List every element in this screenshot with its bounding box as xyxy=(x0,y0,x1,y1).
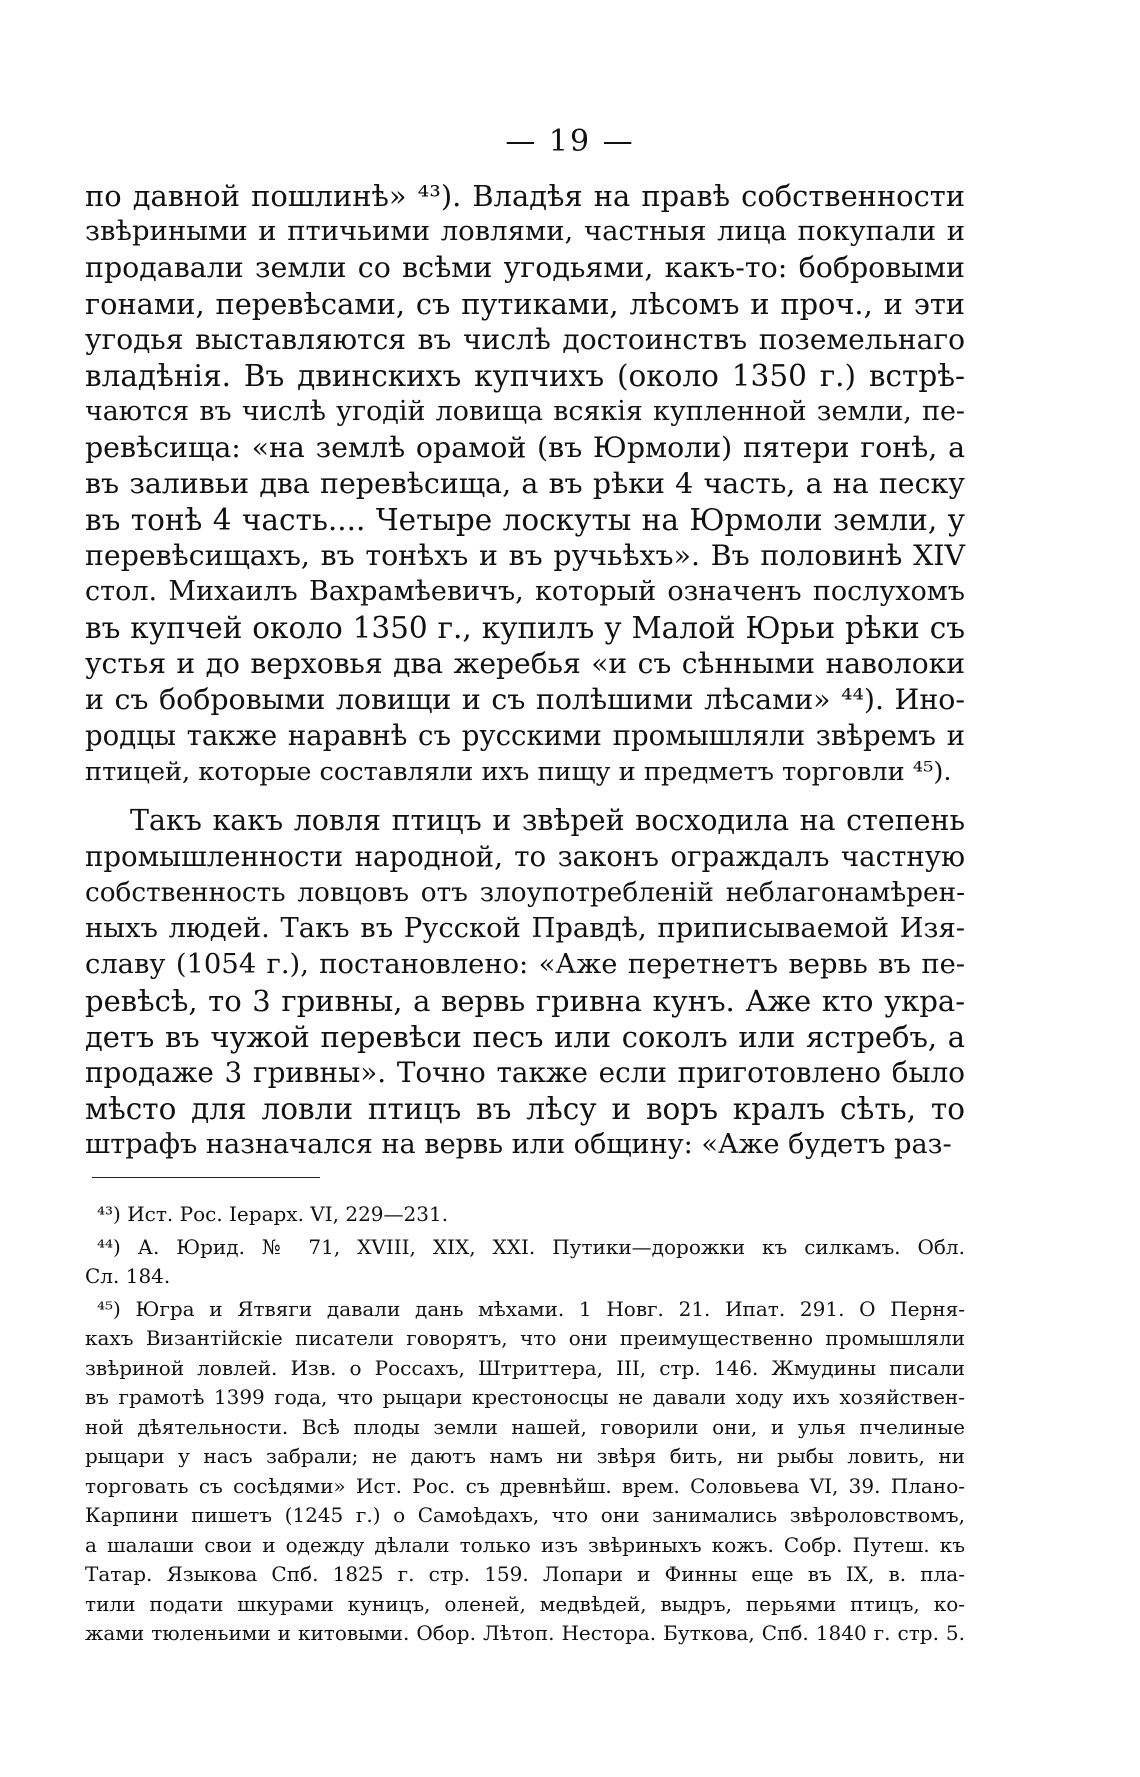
text-line: въ купчей около 1350 г., купилъ у Малой Юрьи рѣки съ xyxy=(85,611,965,645)
text-line: Такъ какъ ловля птицъ и звѣрей восходила на степень xyxy=(130,804,965,837)
text-line: промышленности народной, то законъ ограждалъ частную xyxy=(85,840,965,873)
footnote-divider xyxy=(92,1177,320,1178)
text-line: штрафъ назначался на вервь или общину: «Аже будетъ раз- xyxy=(85,1129,952,1160)
text-line: и съ бобровыми ловищи и съ полѣшими лѣсами» ⁴⁴). Ино- xyxy=(85,683,965,716)
footnote-line: кахъ Византійскіе писатели говорятъ, что они преимущественно промышляли xyxy=(85,1326,965,1350)
page-number: — 19 — xyxy=(505,124,635,159)
footnote-line: Татар. Языкова Спб. 1825 г. стр. 159. Лопари и Финны еще въ IX, в. пла- xyxy=(85,1562,965,1586)
text-line: перевѣсищахъ, въ тонѣхъ и въ ручьѣхъ». Въ половинѣ XIV xyxy=(85,539,965,572)
footnotes xyxy=(85,1200,965,1649)
text-line: славу (1054 г.), постановлено: «Аже перетнетъ вервь въ пе- xyxy=(85,949,965,980)
text-line: птицей, которые составляли ихъ пищу и предметъ торговли ⁴⁵). xyxy=(85,757,952,787)
footnote-line: жами тюленьими и китовыми. Обор. Лѣтоп. Нестора. Буткова, Спб. 1840 г. стр. 5. xyxy=(85,1621,965,1645)
footnote-line: тили подати шкурами куницъ, оленей, медвѣдей, выдръ, перьями птицъ, ко- xyxy=(85,1591,965,1616)
footnote-line: ⁴³) Ист. Рос. Iерарх. VI, 229—231. xyxy=(97,1202,449,1226)
text-line: чаются въ числѣ угодій ловища всякія купленной земли, пе- xyxy=(85,396,965,427)
text-line: мѣсто для ловли птицъ въ лѣсу и воръ кралъ сѣть, то xyxy=(85,1092,965,1126)
footnote-line: ⁴⁵) Югра и Ятвяги давали дань мѣхами. 1 Новг. 21. Ипат. 291. О Перня- xyxy=(97,1296,965,1321)
text-line: собственность ловцовъ отъ злоупотребленій неблагонамѣрен- xyxy=(85,878,965,908)
text-line: владѣнія. Въ двинскихъ купчихъ (около 1350 г.) встрѣ- xyxy=(85,359,965,393)
text-line: въ заливьи два перевѣсища, а въ рѣки 4 часть, а на песку xyxy=(85,467,965,500)
footnote-line: въ грамотѣ 1399 года, что рыцари крестоносцы не давали ходу ихъ хозяйствен- xyxy=(85,1385,965,1409)
text-line: ревѣсища: «на землѣ орамой (въ Юрмоли) пятери гонѣ, а xyxy=(85,431,965,464)
text-line: родцы также наравнѣ съ русскими промышляли звѣремъ и xyxy=(85,719,965,752)
footnote-line: рыцари у насъ забрали; не даютъ намъ ни звѣря бить, ни рыбы ловить, ни xyxy=(85,1444,965,1468)
text-line: гонами, перевѣсами, съ путиками, лѣсомъ и проч., и эти xyxy=(85,287,965,321)
text-line: ныхъ людей. Такъ въ Русской Правдѣ, приписываемой Изя- xyxy=(85,913,965,944)
footnote-line: ной дѣятельности. Всѣ плоды земли нашей, говорили они, и улья пчелиные xyxy=(85,1414,965,1439)
paragraph-1 xyxy=(85,178,965,790)
footnote-line: звѣриной ловлей. Изв. о Россахъ, Штриттера, III, стр. 146. Жмудины писали xyxy=(85,1355,965,1380)
text-line: по давной пошлинѣ» ⁴³). Владѣя на правѣ собственности xyxy=(85,179,965,213)
footnote-line: а шалаши свои и одежду дѣлали только изъ звѣриныхъ кожъ. Собр. Путеш. къ xyxy=(85,1532,965,1557)
main-text xyxy=(85,178,965,1163)
footnote-line: торговать съ сосѣдями» Ист. Рос. съ древнѣйш. врем. Соловьева VI, 39. Плано- xyxy=(85,1473,965,1498)
text-line: стол. Михаилъ Вахрамѣевичъ, который означенъ послухомъ xyxy=(85,576,965,607)
text-line: угодья выставляются въ числѣ достоинствъ поземельнаго xyxy=(85,323,965,356)
footnote-line: Сл. 184. xyxy=(85,1264,171,1288)
text-line: детъ въ чужой перевѣси песъ или соколъ или ястребъ, а xyxy=(85,1020,965,1054)
text-line: продаже 3 гривны». Точно также если приготовлено было xyxy=(85,1056,965,1089)
text-line: продавали земли со всѣми угодьями, какъ-то: бобровыми xyxy=(85,251,965,284)
paragraph-gap xyxy=(85,790,965,803)
footnote-line: ⁴⁴) А. Юрид. № 71, XVIII, XIX, XXI. Путики—дорожки къ силкамъ. Обл. xyxy=(97,1234,965,1259)
paragraph-2 xyxy=(85,803,965,1163)
text-line: звѣриными и птичьими ловлями, частныя лица покупали и xyxy=(85,216,965,247)
text-line: въ тонѣ 4 часть.... Четыре лоскуты на Юрмоли земли, у xyxy=(85,503,965,537)
text-line: устья и до верховья два жеребья «и съ сѣнными наволоки xyxy=(85,647,965,680)
footnote-45 xyxy=(85,1295,965,1649)
footnote-43 xyxy=(85,1200,965,1230)
text-line: ревѣсѣ, то 3 гривны, а вервь гривна кунъ. Аже кто укра- xyxy=(85,984,965,1018)
footnote-line: Карпини пишетъ (1245 г.) о Самоѣдахъ, что они занимались звѣроловствомъ, xyxy=(85,1503,965,1527)
footnote-44 xyxy=(85,1233,965,1292)
